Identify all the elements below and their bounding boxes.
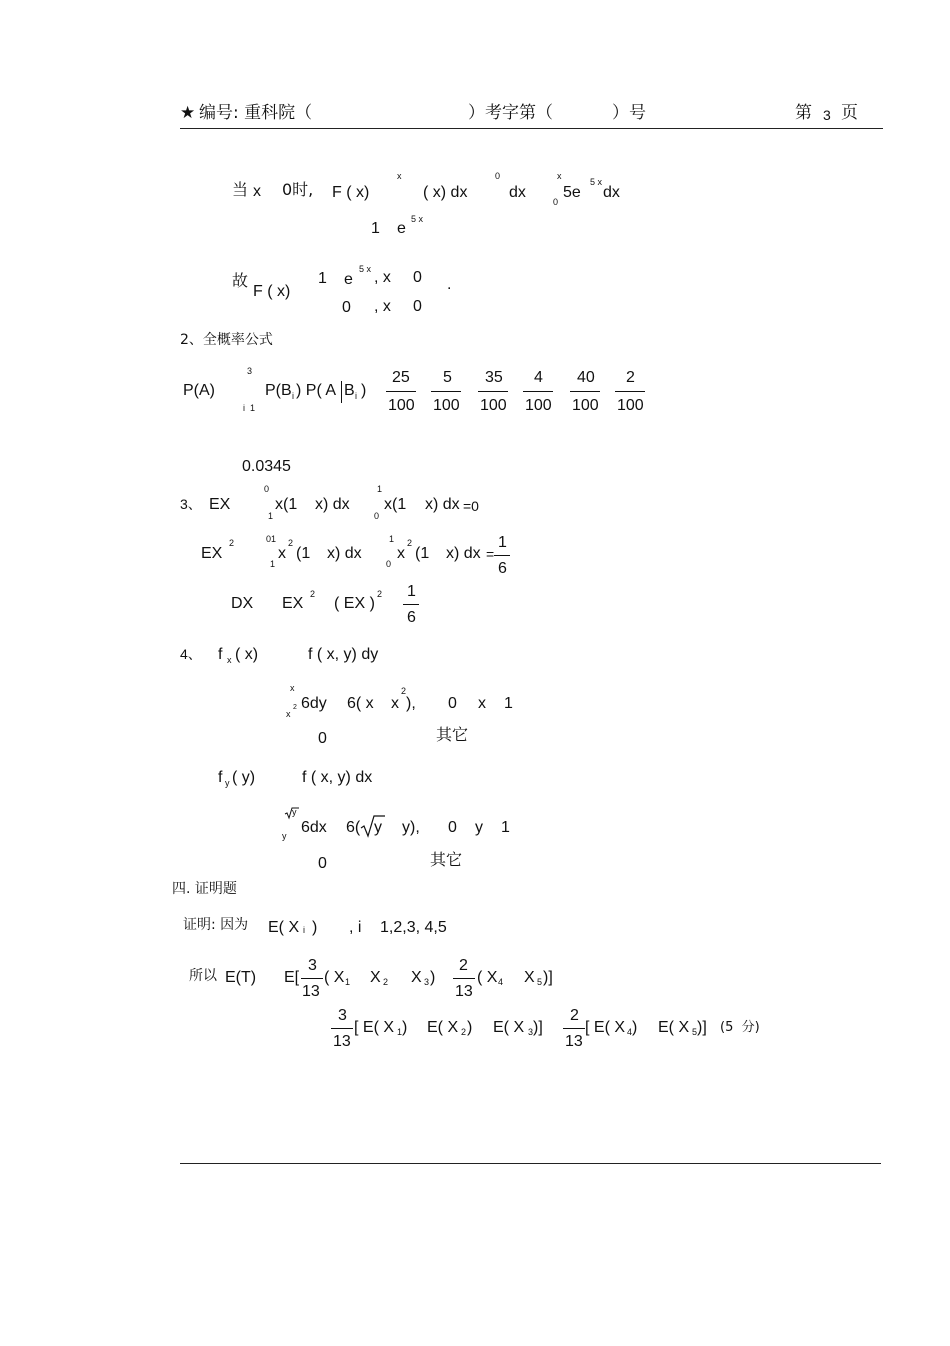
s5-x2-sub: 2 (383, 977, 389, 987)
s4-c-result2: y), (402, 819, 420, 836)
s3-EX3: EX (282, 595, 304, 612)
s3-int1-upper: 0 (264, 484, 270, 494)
s2-sum-upper: 3 (247, 366, 253, 376)
s5-g2-den: 13 (565, 1033, 583, 1050)
s4-a-zero: 0 (448, 695, 457, 712)
s2-PA: P(A) (183, 382, 215, 399)
s3-EX-paren-sq: 2 (377, 589, 383, 599)
s3-eq: = (486, 546, 495, 562)
s5-g1-num: 3 (338, 1007, 347, 1024)
s4-fxy-dy: f ( x, y) dy (308, 646, 379, 663)
s1-exp: 5 x (590, 177, 603, 187)
s2-B: B (344, 382, 355, 399)
s2-frac6-num: 2 (626, 369, 635, 386)
s5-x1: ( X (324, 969, 345, 986)
s1-case2-cond: , x (374, 298, 391, 315)
s1-e: e (397, 220, 406, 237)
s1-upper-x: x (397, 171, 402, 181)
s5-f2-line (453, 978, 475, 979)
s2-frac3-line (478, 391, 508, 392)
header-page-prefix: 第 (795, 103, 812, 123)
s4-a-lower-sq: 2 (293, 704, 297, 711)
s3-frac-line (494, 555, 510, 556)
s2-frac3-num: 35 (485, 369, 503, 386)
s5-EXi: E( X (268, 919, 300, 936)
s4-a-lower: x (286, 709, 291, 719)
s3-int1-end: x) dx (315, 496, 350, 513)
s1-therefore: 故 (232, 271, 249, 290)
s5-x5: X (524, 969, 535, 986)
s1-case2-zero: 0 (342, 299, 351, 316)
header-number-suffix: ）号 (612, 103, 646, 123)
s3-EX2-sq: 2 (229, 538, 235, 548)
s2-frac1-den: 100 (388, 397, 415, 414)
header-id-label: 编号: 重科院（ (199, 103, 313, 123)
s4-fy: f (218, 769, 223, 786)
s4-c-result: 6( (346, 819, 361, 836)
s5-f1-num: 3 (308, 957, 317, 974)
s1-density-dx: ( x) dx (423, 184, 468, 201)
s2-PB: P(B (265, 382, 292, 399)
s1-case1-e: e (344, 271, 353, 288)
s1-upper-zero: 0 (495, 171, 501, 181)
s5-values: 1,2,3, 4,5 (380, 919, 447, 936)
s3-label: 3、 (180, 496, 202, 512)
s5-x3: X (411, 969, 422, 986)
s5-x1-sub: 1 (345, 977, 351, 987)
s3-int4-sq: 2 (407, 538, 413, 548)
s2-frac6-line (615, 391, 645, 392)
s5-g1-den: 13 (333, 1033, 351, 1050)
s5-score: (5 分) (720, 1020, 760, 1035)
s2-frac1-line (386, 391, 416, 392)
s5-g2-line (563, 1028, 585, 1029)
header-page-suffix: 页 (841, 103, 858, 123)
s2-result: 0.0345 (242, 458, 291, 475)
s2-close: ) (361, 382, 367, 399)
s2-frac1-num: 25 (392, 369, 410, 386)
s5-e5-sub: 5 (692, 1027, 698, 1037)
s5-e1: [ E( X (354, 1019, 395, 1036)
s3-frac2-num: 1 (407, 583, 416, 600)
s3-eq-zero: =0 (463, 498, 479, 514)
s4-a-close: ), (406, 695, 416, 712)
s1-when: 当 (232, 180, 249, 199)
s5-f2-den: 13 (455, 983, 473, 1000)
s4-c-one: 1 (501, 819, 510, 836)
s4-fx-arg: ( x) (235, 646, 259, 663)
s5-x4: ( X (477, 969, 498, 986)
s3-int1-lower: 1 (268, 511, 274, 521)
s4-c-body: 6dx (301, 819, 327, 836)
s2-frac4-den: 100 (525, 397, 552, 414)
s1-case1-one: 1 (318, 270, 327, 287)
s2-frac6-den: 100 (617, 397, 644, 414)
s5-x3-sub: 3 (424, 977, 430, 987)
s3-int2-lower: 0 (374, 511, 380, 521)
s1-dx: dx (509, 184, 526, 201)
s2-frac4-line (523, 391, 553, 392)
s5-e2-sub: 2 (461, 1027, 467, 1037)
s5-e1-close: ) (402, 1019, 408, 1036)
s3-int2-end: x) dx (425, 496, 460, 513)
s3-int2-upper: 1 (377, 484, 383, 494)
s4-fx-sub: x (227, 655, 232, 665)
s5-x4-sub: 4 (498, 977, 504, 987)
s3-EX2: EX (201, 545, 223, 562)
s1-one: 1 (371, 220, 380, 237)
s3-int4-end: x) dx (446, 545, 481, 562)
s2-sub-i2: i (355, 391, 357, 401)
s5-EXi-close: ) (312, 919, 318, 936)
header-exam-label: ）考字第（ (468, 103, 553, 123)
s3-int3-end: x) dx (327, 545, 362, 562)
s5-E-bracket: E[ (284, 969, 300, 986)
s4-b-zero: 0 (318, 730, 327, 747)
s4-other1: 其它 (436, 725, 469, 744)
s2-PAB: ) P( A (296, 382, 337, 399)
s2-given-bar (341, 381, 342, 403)
s4-c-radical (360, 814, 386, 838)
s1-int-upper: x (557, 171, 562, 181)
s1-exp-b: 5 x (411, 214, 424, 224)
s2-frac5-den: 100 (572, 397, 599, 414)
s3-int3-upper: 01 (266, 534, 277, 544)
s4-a-result-x: x (391, 695, 399, 712)
s5-e4: [ E( X (585, 1019, 626, 1036)
s4-c-y: y (374, 819, 382, 836)
s3-EX-paren: ( EX ) (334, 595, 375, 612)
s5-x5-sub: 5 (537, 977, 543, 987)
s5-f1-den: 13 (302, 983, 320, 1000)
s4-fx: f (218, 646, 223, 663)
s3-EX: EX (209, 496, 231, 513)
s4-other2: 其它 (430, 850, 463, 869)
s3-int4-lower: 0 (386, 559, 392, 569)
s5-g2-num: 2 (570, 1007, 579, 1024)
s5-EXi-sub: i (303, 925, 305, 935)
s4-a-body: 6dy (301, 695, 327, 712)
s1-x: x (253, 183, 261, 200)
s3-int3-lower: 1 (270, 559, 276, 569)
s5-ET: E(T) (225, 969, 257, 986)
s5-proof: 证明: 因为 (183, 917, 249, 933)
s3-frac2-den: 6 (407, 609, 416, 626)
s5-f2-num: 2 (459, 957, 468, 974)
s4-c-zero: 0 (448, 819, 457, 836)
s2-frac3-den: 100 (480, 397, 507, 414)
s3-DX: DX (231, 595, 254, 612)
s5-e3-sub: 3 (528, 1027, 534, 1037)
s3-int1-body: x(1 (275, 496, 298, 513)
s3-int3-x: x (278, 545, 286, 562)
s5-e4-sub: 4 (627, 1027, 633, 1037)
s4-a-one: 1 (504, 695, 513, 712)
s5-g1-line (331, 1028, 353, 1029)
s4-fy-arg: ( y) (232, 769, 256, 786)
s2-frac4-num: 4 (534, 369, 543, 386)
s3-EX3-sq: 2 (310, 589, 316, 599)
s3-int3-sq: 2 (288, 538, 294, 548)
s3-int4-body: (1 (415, 545, 430, 562)
s1-dx2: dx (603, 184, 620, 201)
header-page-number: 3 (823, 107, 831, 123)
s1-case1-zero: 0 (413, 269, 422, 286)
s1-Fx-case: F ( x) (253, 283, 291, 300)
s5-close1: ) (430, 969, 436, 986)
s1-case2-zero2: 0 (413, 298, 422, 315)
s2-frac5-line (570, 391, 600, 392)
s5-e5: E( X (658, 1019, 690, 1036)
s3-int4-x: x (397, 545, 405, 562)
s3-int2-body: x(1 (384, 496, 407, 513)
s3-int3-body: (1 (296, 545, 311, 562)
s4-a-x: x (478, 695, 486, 712)
s2-frac2-den: 100 (433, 397, 460, 414)
s5-close2: )] (543, 969, 553, 986)
s4-c-upper: y (292, 807, 297, 817)
s2-frac2-num: 5 (443, 369, 452, 386)
s5-f1-line (301, 978, 323, 979)
s4-label: 4、 (180, 646, 202, 662)
s1-int-lower: 0 (553, 197, 559, 207)
s4-a-upper: x (290, 683, 295, 693)
s5-e3: E( X (493, 1019, 525, 1036)
s1-case1-cond: , x (374, 269, 391, 286)
s4-a-sq: 2 (401, 686, 407, 696)
s4-fxy-dx: f ( x, y) dx (302, 769, 373, 786)
s5-range: , i (349, 919, 362, 936)
s4-a-result: 6( x (347, 695, 374, 712)
s2-frac5-num: 40 (577, 369, 595, 386)
s4-fy-sub: y (225, 778, 230, 788)
s5-e2: E( X (427, 1019, 459, 1036)
s5-e4-close: ) (632, 1019, 638, 1036)
s2-sum-lower: i 1 (243, 403, 256, 413)
header-rule (180, 128, 883, 129)
s1-zero-when: 0时, (282, 180, 314, 199)
s2-frac2-line (431, 391, 461, 392)
s5-so: 所以 (189, 968, 217, 984)
s3-frac-den: 6 (498, 560, 507, 577)
s5-e5-close: )] (697, 1019, 707, 1036)
s2-title: 2、全概率公式 (180, 332, 273, 348)
s1-Fx: F ( x) (332, 184, 370, 201)
s4-c-lower: y (282, 831, 287, 841)
s1-5e: 5e (563, 184, 581, 201)
s4-d-zero: 0 (318, 855, 327, 872)
s3-frac2-line (403, 604, 419, 605)
s1-case1-exp: 5 x (359, 264, 372, 274)
s5-title: 四. 证明题 (172, 881, 237, 897)
s1-period: . (447, 276, 452, 293)
s5-x2: X (370, 969, 381, 986)
footer-rule (180, 1163, 881, 1164)
s2-sub-i: i (292, 391, 294, 401)
s5-e2-close: ) (467, 1019, 473, 1036)
s3-int4-upper: 1 (389, 534, 395, 544)
s4-c-y-var: y (475, 819, 483, 836)
s3-frac-num: 1 (498, 534, 507, 551)
s5-e1-sub: 1 (397, 1027, 403, 1037)
s5-e3-close: )] (533, 1019, 543, 1036)
header-star: ★ (180, 103, 196, 123)
